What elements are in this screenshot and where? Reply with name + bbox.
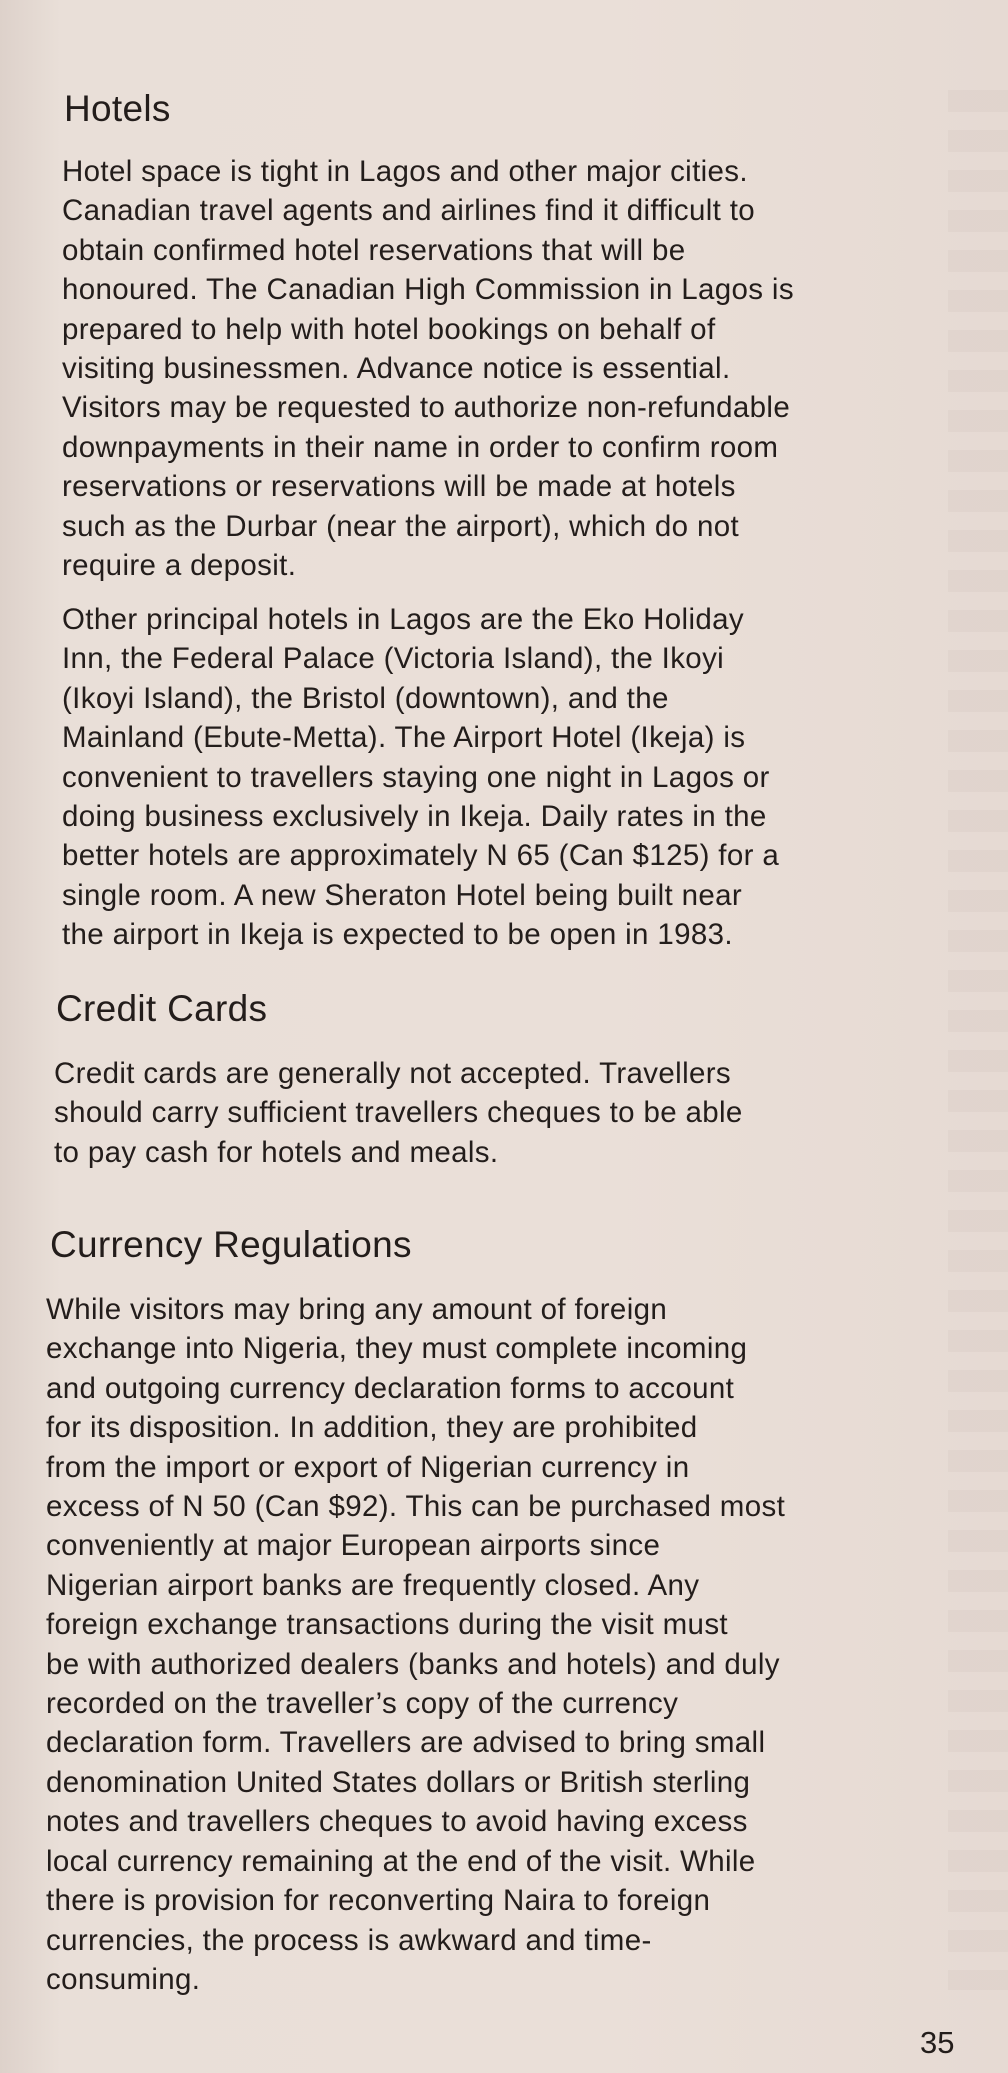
text-line: to pay cash for hotels and meals. — [54, 1135, 499, 1169]
text-line: Hotel space is tight in Lagos and other major cities. — [62, 155, 748, 188]
text-line: (Ikoyi Island), the Bristol (downtown), and the — [62, 681, 669, 715]
text-line: such as the Durbar (near the airport), which do not — [62, 509, 740, 543]
text-line: from the import or export of Nigerian currency in — [46, 1450, 690, 1484]
text-line: foreign exchange transactions during the visit must — [46, 1608, 728, 1642]
text-line: Canadian travel agents and airlines find it difficult to — [62, 194, 756, 228]
text-line: be with authorized dealers (banks and hotels) and duly — [46, 1647, 780, 1681]
section-heading-hotels: Hotels — [64, 88, 171, 129]
text-line: local currency remaining at the end of the visit. While — [46, 1844, 756, 1878]
text-line: Inn, the Federal Palace (Victoria Island), the Ikoyi — [62, 642, 725, 676]
text-line: should carry sufficient travellers cheques to be able — [54, 1096, 743, 1130]
text-line: obtain confirmed hotel reservations that will be — [62, 233, 686, 267]
text-line: exchange into Nigeria, they must complete incoming — [46, 1332, 748, 1366]
text-line: Visitors may be requested to authorize non-refundable — [62, 391, 791, 425]
text-line: declaration form. Travellers are advised to bring small — [46, 1726, 766, 1760]
bleed-through-shadow — [948, 90, 1008, 1990]
paragraph-currency-regulations — [46, 1290, 785, 1999]
text-line: recorded on the traveller’s copy of the currency — [46, 1687, 679, 1721]
paragraph-hotels-principal — [62, 600, 779, 955]
text-line: doing business exclusively in Ikeja. Daily rates in the — [62, 800, 767, 834]
text-line: Other principal hotels in Lagos are the Eko Holiday — [62, 603, 744, 636]
text-line: Mainland (Ebute-Metta). The Airport Hotel (Ikeja) is — [62, 721, 746, 755]
text-line: currencies, the process is awkward and time- — [46, 1923, 652, 1957]
text-line: notes and travellers cheques to avoid having excess — [46, 1805, 748, 1839]
text-line: there is provision for reconverting Naira to foreign — [46, 1884, 711, 1918]
text-line: consuming. — [46, 1962, 201, 1996]
section-heading-currency-regulations: Currency Regulations — [50, 1224, 412, 1265]
text-line: conveniently at major European airports since — [46, 1529, 661, 1563]
text-line: for its disposition. In addition, they are prohibited — [46, 1411, 698, 1445]
section-heading-credit-cards: Credit Cards — [56, 988, 268, 1029]
text-line: better hotels are approximately N 65 (Can $125) for a — [62, 839, 780, 873]
text-line: downpayments in their name in order to confirm room — [62, 430, 779, 464]
text-line: reservations or reservations will be made at hotels — [62, 470, 736, 504]
page-number: 35 — [920, 2025, 955, 2060]
paragraph-hotels-availability — [62, 152, 794, 585]
text-line: require a deposit. — [62, 549, 297, 583]
text-line: convenient to travellers staying one night in Lagos or — [62, 760, 770, 794]
paragraph-credit-cards — [54, 1054, 743, 1172]
text-line: honoured. The Canadian High Commission in Lagos is — [62, 273, 794, 307]
text-line: single room. A new Sheraton Hotel being built near — [62, 878, 743, 912]
text-line: excess of N 50 (Can $92). This can be purchased most — [46, 1490, 786, 1524]
text-line: Credit cards are generally not accepted. Travellers — [54, 1057, 732, 1090]
text-line: visiting businessmen. Advance notice is essential. — [62, 352, 731, 386]
text-line: Nigerian airport banks are frequently closed. Any — [46, 1568, 700, 1602]
text-line: While visitors may bring any amount of foreign — [46, 1293, 668, 1326]
text-line: denomination United States dollars or British sterling — [46, 1765, 751, 1799]
text-line: the airport in Ikeja is expected to be open in 1983. — [62, 918, 733, 952]
text-line: and outgoing currency declaration forms to account — [46, 1371, 735, 1405]
text-line: prepared to help with hotel bookings on behalf of — [62, 312, 716, 346]
